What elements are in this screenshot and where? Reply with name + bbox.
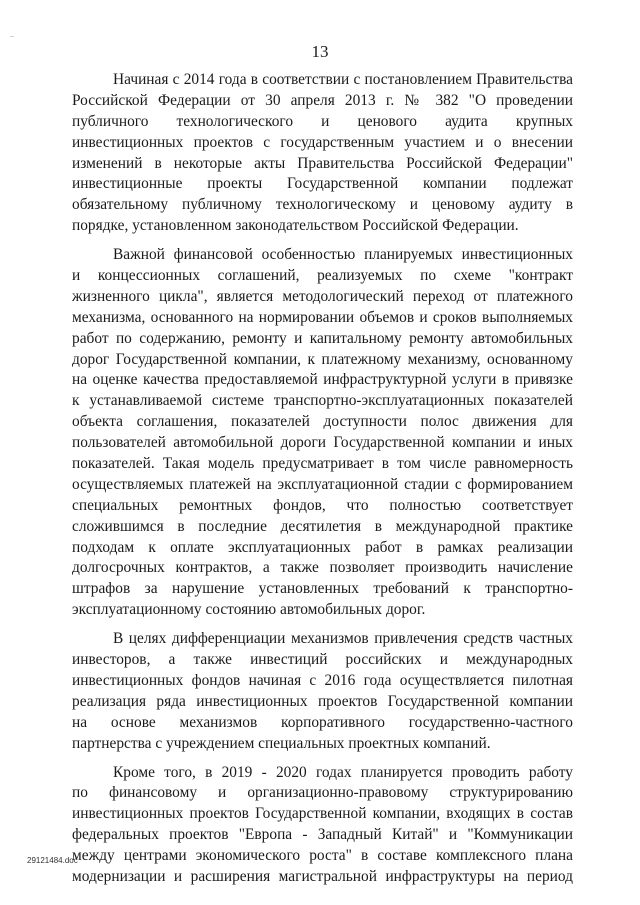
text-line: инвесторов, а также инвестиций российских и международных: [72, 651, 573, 669]
text-line: партнерства с учреждением специальных проектных компаний.: [72, 734, 491, 752]
text-line: сложившимся в последние десятилетия в международной практике: [72, 517, 573, 535]
text-line: на основе механизмов корпоративного государственно-частного: [72, 713, 573, 731]
text-line: В целях дифференциации механизмов привлечения средств частных: [113, 630, 573, 648]
text-line: подходам к оплате эксплуатационных работ в рамках реализации: [72, 538, 573, 556]
text-line: реализация ряда инвестиционных проектов Государственной компании: [72, 692, 573, 710]
text-line: на оценке качества предоставляемой инфраструктурной услуги в привязке: [72, 371, 573, 389]
text-line: осуществляемых платежей на эксплуатационной стадии с формированием: [72, 475, 573, 493]
text-line: по финансовому и организационно-правовому структурированию: [72, 784, 573, 802]
text-line: Кроме того, в 2019 - 2020 годах планируется проводить работу: [113, 763, 573, 781]
paragraph-spacer: [72, 755, 573, 763]
text-line: Начиная с 2014 года в соответствии с постановлением Правительства: [113, 71, 573, 88]
text-line: эксплуатационному состоянию автомобильных дорог.: [72, 601, 426, 619]
text-line: инвестиционных проектов с государственным участием и о внесении: [72, 133, 573, 151]
margin-mark: [10, 36, 14, 37]
text-line: изменений в некоторые акты Правительства Российской Федерации": [72, 154, 573, 172]
text-line: дорог Государственной компании, к платежному механизму, основанному: [72, 350, 573, 368]
text-line: публичного технологического и ценового аудита крупных: [72, 112, 573, 130]
text-line: и концессионных соглашений, реализуемых по схеме "контракт: [72, 267, 573, 285]
paragraph-spacer: [72, 237, 573, 245]
text-line: инвестиционных фондов начиная с 2016 года осуществляется пилотная: [72, 671, 573, 689]
text-line: к устанавливаемой системе транспортно-эксплуатационных показателей: [72, 392, 573, 410]
paragraph-federal-projects: [72, 763, 573, 888]
text-line: Важной финансовой особенностью планируемых инвестиционных: [113, 246, 573, 264]
document-body: [72, 70, 573, 888]
text-line: инвестиционных проектов Государственной компании, входящих в состав: [72, 805, 573, 823]
paragraph-spacer: [72, 621, 573, 629]
text-line: инвестиционные проекты Государственной компании подлежат: [72, 175, 573, 193]
text-line: штрафов за нарушение установленных требований к транспортно-: [72, 580, 573, 598]
paragraph-investors: [72, 629, 573, 754]
paragraph-audit: [72, 70, 573, 237]
footer-filename: 29121484.doc: [27, 856, 78, 865]
page-number: 13: [311, 42, 329, 61]
text-line: специальных ремонтных фондов, что полностью соответствует: [72, 496, 573, 514]
text-line: жизненного цикла", является методологический переход от платежного: [72, 287, 573, 305]
text-line: порядке, установленном законодательством Российской Федерации.: [72, 217, 519, 235]
text-line: Российской Федерации от 30 апреля 2013 г. № 382 "О проведении: [72, 91, 573, 109]
text-line: механизма, основанного на нормировании объемов и сроков выполняемых: [72, 308, 573, 326]
text-line: федеральных проектов "Европа - Западный Китай" и "Коммуникации: [72, 826, 573, 844]
text-line: объекта соглашения, показателей доступности полос движения для: [72, 413, 573, 431]
text-line: долгосрочных контрактов, а также позволяет производить начисление: [72, 559, 573, 577]
text-line: пользователей автомобильной дороги Государственной компании и иных: [72, 434, 573, 452]
text-line: между центрами экономического роста" в составе комплексного плана: [72, 847, 573, 865]
text-line: работ по содержанию, ремонту и капитальному ремонту автомобильных: [72, 329, 573, 347]
text-line: показателей. Такая модель предусматривает в том числе равномерность: [72, 455, 573, 473]
text-line: обязательному публичному технологическому и ценовому аудиту в: [72, 196, 573, 214]
text-line: модернизации и расширения магистральной инфраструктуры на период: [72, 867, 573, 885]
paragraph-lifecycle-contract: [72, 245, 573, 621]
